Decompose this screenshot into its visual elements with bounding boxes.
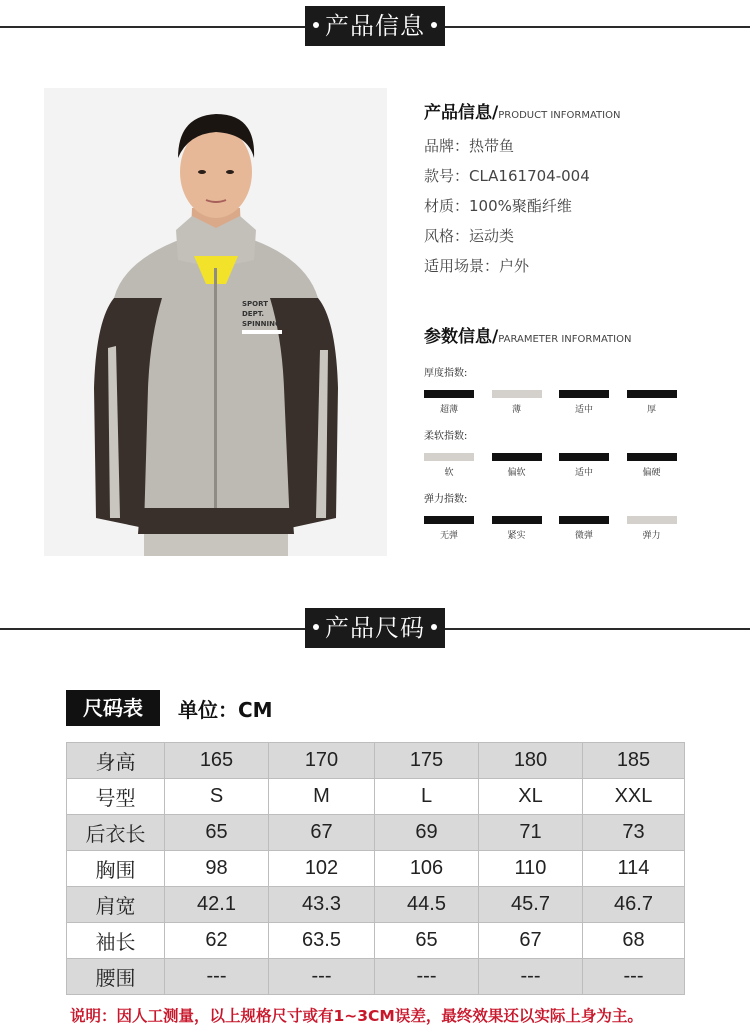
size-table — [66, 742, 685, 995]
param-softness — [424, 429, 694, 478]
table-cell: 170 — [269, 743, 375, 779]
param-bar — [559, 516, 609, 524]
size-chart-tag: 尺码表 — [66, 690, 160, 726]
table-cell: 45.7 — [479, 887, 583, 923]
table-cell: 43.3 — [269, 887, 375, 923]
table-cell: 68 — [583, 923, 685, 959]
table-cell: XL — [479, 779, 583, 815]
param-name: 弹力指数: — [424, 494, 468, 505]
chest-print-3: SPINNING — [242, 320, 281, 328]
table-cell: 63.5 — [269, 923, 375, 959]
size-note: 说明：因人工测量，以上规格尺寸或有1~3CM误差，最终效果还以实际上身为主。 — [70, 1007, 643, 1025]
section-header-size — [0, 606, 750, 646]
dot-icon — [313, 22, 319, 28]
param-option: 紧实 — [507, 531, 526, 541]
table-cell: 65 — [165, 815, 269, 851]
table-cell: --- — [375, 959, 479, 995]
row-header: 肩宽 — [67, 887, 165, 923]
param-option: 软 — [444, 468, 454, 478]
param-bar — [559, 453, 609, 461]
param-bar — [424, 516, 474, 524]
param-bar — [559, 390, 609, 398]
dot-icon — [313, 624, 319, 630]
table-cell: M — [269, 779, 375, 815]
table-cell: 180 — [479, 743, 583, 779]
info-occasion: 适用场景：户外 — [424, 257, 530, 275]
table-cell: 102 — [269, 851, 375, 887]
dot-icon — [431, 22, 437, 28]
table-cell: 175 — [375, 743, 479, 779]
param-bar — [627, 516, 677, 524]
table-row — [67, 743, 685, 779]
table-row — [67, 923, 685, 959]
row-header: 胸围 — [67, 851, 165, 887]
table-cell: 65 — [375, 923, 479, 959]
param-bar — [492, 516, 542, 524]
table-row — [67, 851, 685, 887]
table-row — [67, 779, 685, 815]
table-row — [67, 959, 685, 995]
table-cell: 46.7 — [583, 887, 685, 923]
param-option: 微弹 — [574, 531, 593, 541]
table-cell: 69 — [375, 815, 479, 851]
param-option: 偏硬 — [642, 468, 661, 478]
product-photo — [44, 88, 387, 556]
table-row — [67, 815, 685, 851]
table-cell: XXL — [583, 779, 685, 815]
table-cell: 114 — [583, 851, 685, 887]
table-cell: 67 — [479, 923, 583, 959]
row-header: 身高 — [67, 743, 165, 779]
section-title — [305, 608, 445, 648]
param-option: 超薄 — [439, 405, 458, 415]
table-cell: --- — [165, 959, 269, 995]
param-bar — [424, 390, 474, 398]
table-cell: 44.5 — [375, 887, 479, 923]
param-thickness — [424, 366, 694, 415]
section-title-text: 产品信息 — [325, 12, 425, 40]
param-option: 偏软 — [507, 468, 526, 478]
table-cell: L — [375, 779, 479, 815]
table-cell: 67 — [269, 815, 375, 851]
size-chart-unit: 单位：CM — [178, 698, 273, 722]
product-info-title-text: 产品信息/ — [424, 103, 499, 123]
info-model: 款号：CLA161704-004 — [424, 167, 590, 185]
table-cell: S — [165, 779, 269, 815]
product-info-title — [424, 98, 620, 123]
table-cell: 106 — [375, 851, 479, 887]
row-header: 腰围 — [67, 959, 165, 995]
param-elasticity — [424, 492, 694, 541]
param-option: 无弹 — [439, 531, 458, 541]
table-cell: 73 — [583, 815, 685, 851]
param-bar — [492, 390, 542, 398]
model-illustration — [44, 88, 387, 556]
product-info-list — [424, 136, 590, 286]
param-info-subtitle: PARAMETER INFORMATION — [498, 334, 632, 345]
table-cell: 98 — [165, 851, 269, 887]
param-option: 薄 — [511, 405, 521, 415]
table-cell: 62 — [165, 923, 269, 959]
param-option: 厚 — [646, 405, 656, 415]
info-style: 风格：运动类 — [424, 227, 515, 245]
section-title-text: 产品尺码 — [325, 614, 425, 642]
chest-print-1: SPORT — [242, 300, 268, 308]
section-title — [305, 6, 445, 46]
param-option: 适中 — [574, 468, 593, 478]
param-name: 厚度指数: — [424, 368, 468, 379]
info-brand: 品牌：热带鱼 — [424, 137, 515, 155]
table-cell: 185 — [583, 743, 685, 779]
chest-print-2: DEPT. — [242, 310, 265, 318]
table-cell: 110 — [479, 851, 583, 887]
row-header: 袖长 — [67, 923, 165, 959]
row-header: 号型 — [67, 779, 165, 815]
table-cell: 42.1 — [165, 887, 269, 923]
row-header: 后衣长 — [67, 815, 165, 851]
param-bar — [627, 453, 677, 461]
param-info-title — [424, 322, 631, 347]
table-cell: 71 — [479, 815, 583, 851]
table-cell: --- — [269, 959, 375, 995]
param-info-title-text: 参数信息/ — [424, 327, 499, 347]
table-cell: --- — [479, 959, 583, 995]
param-option: 适中 — [574, 405, 593, 415]
product-info-subtitle: PRODUCT INFORMATION — [498, 110, 621, 121]
param-bar — [492, 453, 542, 461]
dot-icon — [431, 624, 437, 630]
param-bar — [424, 453, 474, 461]
param-option: 弹力 — [642, 531, 661, 541]
info-material: 材质：100%聚酯纤维 — [424, 197, 572, 215]
section-header-info — [0, 4, 750, 44]
table-row — [67, 887, 685, 923]
table-cell: --- — [583, 959, 685, 995]
param-name: 柔软指数: — [424, 431, 468, 442]
param-bar — [627, 390, 677, 398]
table-cell: 165 — [165, 743, 269, 779]
